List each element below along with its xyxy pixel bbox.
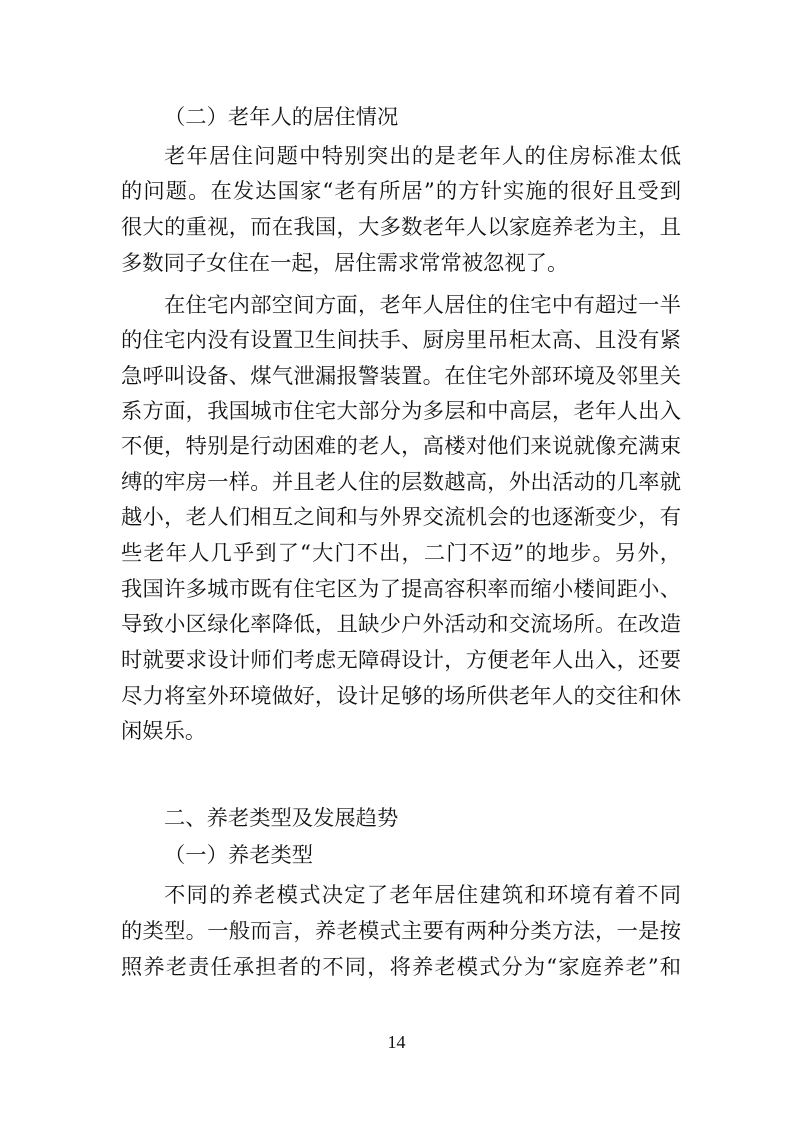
paragraph-line: 导致小区绿化率降低，且缺少户外活动和交流场所。在改造 — [121, 612, 681, 637]
paragraph-line: 老年居住问题中特别突出的是老年人的住房标准太低 — [164, 144, 681, 169]
paragraph-line: 缚的牢房一样。并且老人住的层数越高，外出活动的几率就 — [121, 470, 681, 495]
paragraph-line: 不便，特别是行动困难的老人，高楼对他们来说就像充满束 — [121, 434, 681, 459]
paragraph-line: 的类型。一般而言，养老模式主要有两种分类方法，一是按 — [121, 919, 681, 944]
page-number: 14 — [387, 1032, 406, 1052]
section-heading-elderly-care-types-trends: 二、养老类型及发展趋势 — [164, 806, 399, 831]
paragraph-line: 越小，老人们相互之间和与外界交流机会的也逐渐变少，有 — [121, 505, 681, 530]
paragraph-line: 闲娱乐。 — [121, 719, 207, 744]
paragraph-line: 时就要求设计师们考虑无障碍设计，方便老年人出入，还要 — [121, 648, 681, 673]
paragraph-line: 不同的养老模式决定了老年居住建筑和环境有着不同 — [164, 883, 681, 908]
paragraph-line: 系方面，我国城市住宅大部分为多层和中高层，老年人出入 — [121, 399, 681, 424]
paragraph-line: 些老年人几乎到了“大门不出，二门不迈”的地步。另外， — [121, 541, 681, 566]
paragraph-line: 的问题。在发达国家“老有所居”的方针实施的很好且受到 — [121, 179, 681, 204]
paragraph-line: 尽力将室外环境做好，设计足够的场所供老年人的交往和休 — [121, 684, 681, 709]
paragraph-line: 我国许多城市既有住宅区为了提高容积率而缩小楼间距小、 — [121, 577, 681, 602]
paragraph-line: 多数同子女住在一起，居住需求常常被忽视了。 — [121, 251, 569, 276]
paragraph-line: 在住宅内部空间方面，老年人居住的住宅中有超过一半 — [164, 293, 681, 318]
paragraph-line: 照养老责任承担者的不同，将养老模式分为“家庭养老”和 — [121, 955, 681, 980]
paragraph-line: 很大的重视，而在我国，大多数老年人以家庭养老为主，且 — [121, 215, 681, 240]
section-heading-residence: （二）老年人的居住情况 — [164, 105, 399, 130]
paragraph-line: 的住宅内没有设置卫生间扶手、厨房里吊柜太高、且没有紧 — [121, 328, 681, 353]
section-heading-elderly-care-types: （一）养老类型 — [164, 843, 314, 868]
paragraph-line: 急呼叫设备、煤气泄漏报警装置。在住宅外部环境及邻里关 — [121, 364, 681, 389]
